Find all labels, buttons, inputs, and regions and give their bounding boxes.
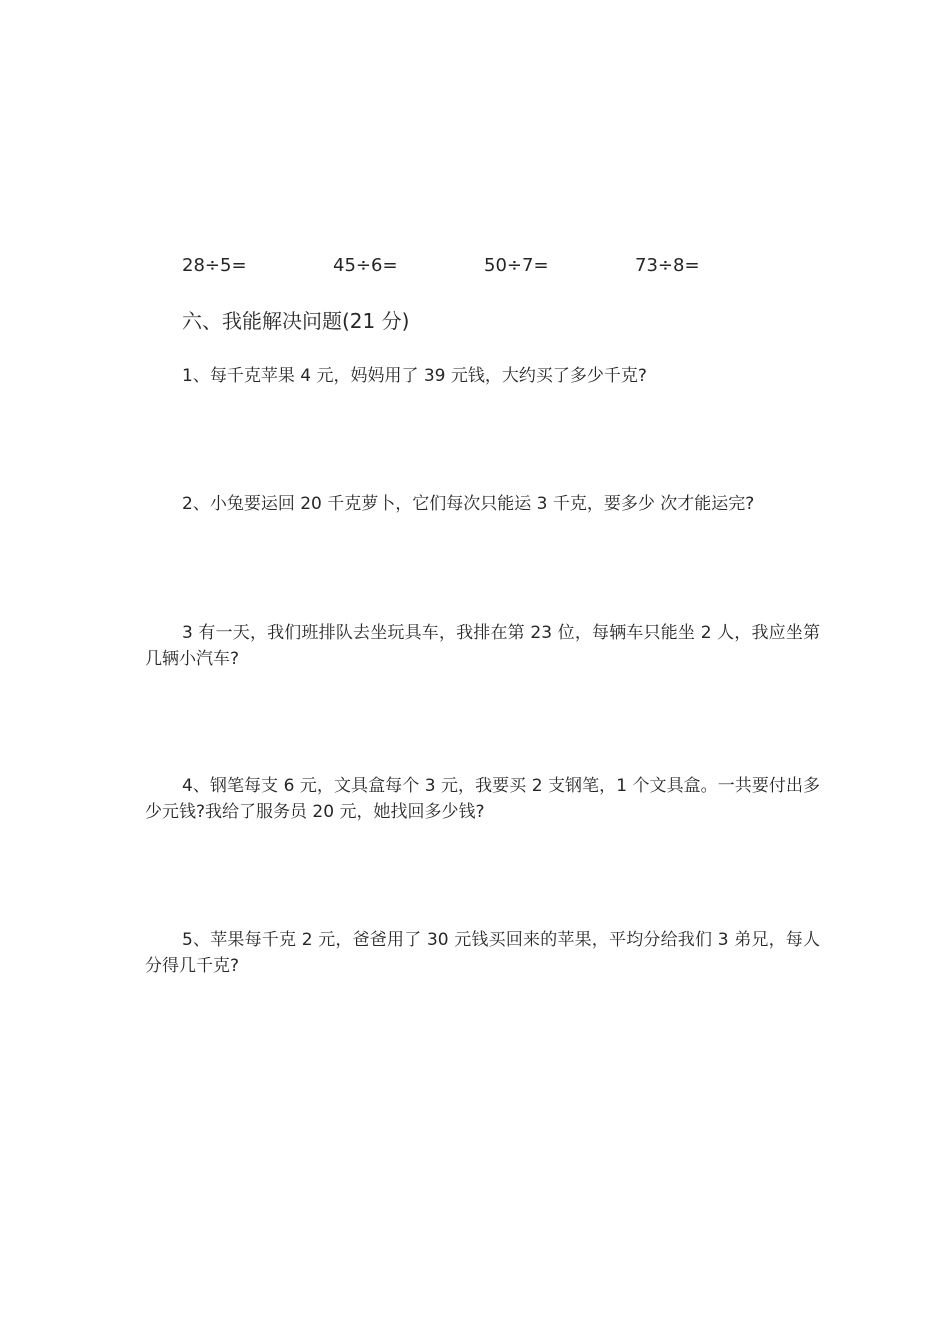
division-exercise: 28÷5= — [182, 255, 247, 276]
division-exercise: 73÷8= — [635, 255, 700, 276]
word-problem-3: 3 有一天，我们班排队去坐玩具车，我排在第 23 位，每辆车只能坐 2 人，我应坐第几辆小汽车? — [145, 623, 820, 669]
word-problem-5: 5、苹果每千克 2 元，爸爸用了 30 元钱买回来的苹果，平均分给我们 3 弟兄，每人分得几千克? — [145, 930, 820, 976]
division-exercise: 50÷7= — [484, 255, 549, 276]
division-exercise: 45÷6= — [333, 255, 398, 276]
word-problem-2: 2、小兔要运回 20 千克萝卜，它们每次只能运 3 千克，要多少 次才能运完? — [182, 494, 755, 514]
section-title: 六、我能解决问题(21 分) — [182, 309, 410, 333]
word-problem-1: 1、每千克苹果 4 元，妈妈用了 39 元钱，大约买了多少千克? — [182, 366, 647, 386]
division-exercise-row — [182, 254, 802, 278]
word-problem-4: 4、钢笔每支 6 元，文具盒每个 3 元，我要买 2 支钢笔，1 个文具盒。一共要付出多少元钱?我给了服务员 20 元，她找回多少钱? — [145, 776, 820, 822]
